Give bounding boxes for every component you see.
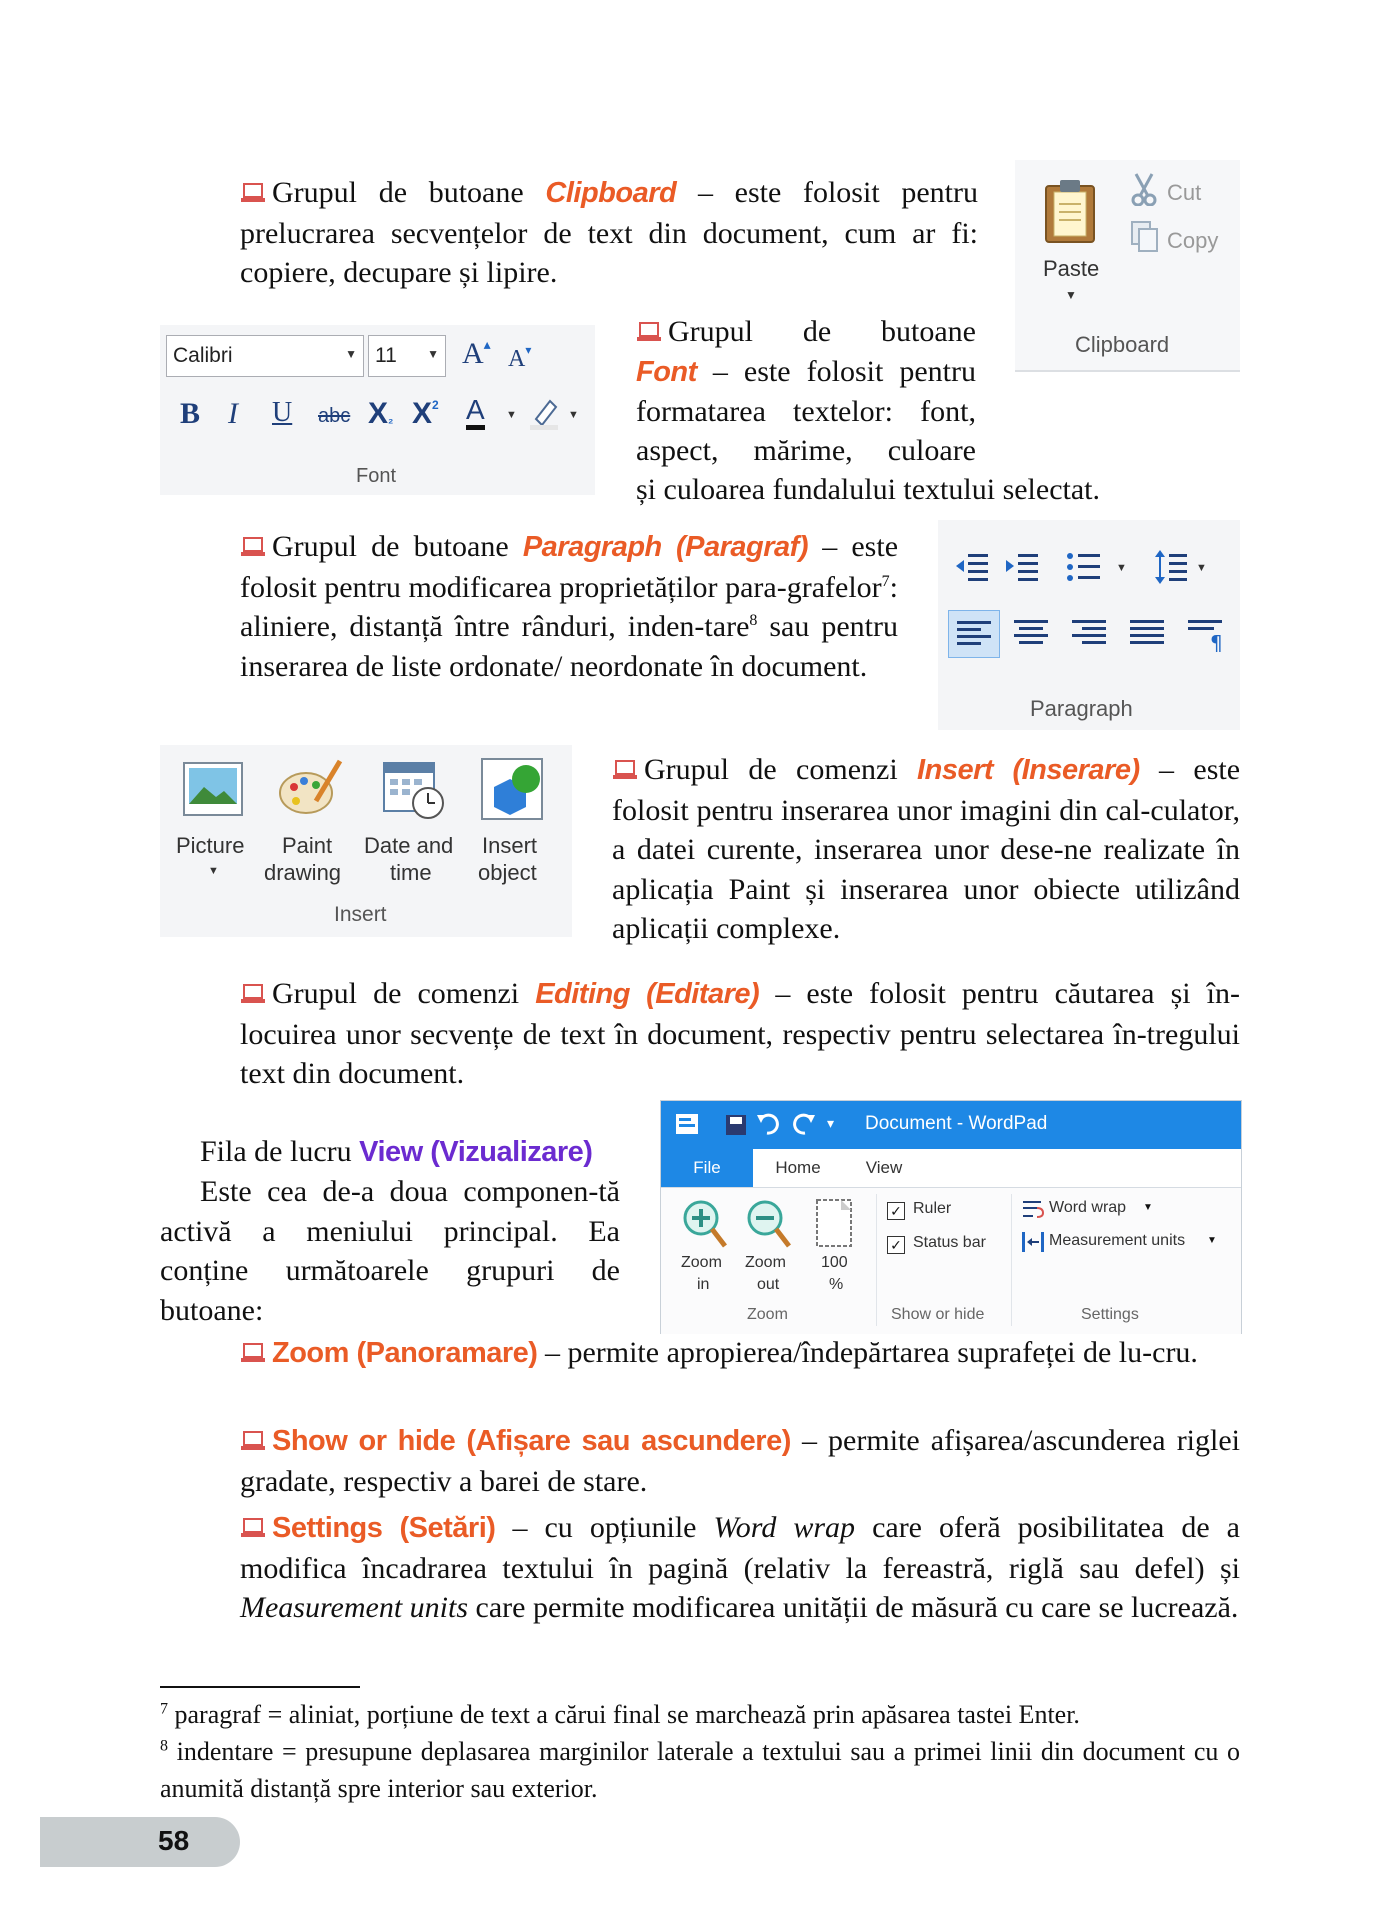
align-left-icon bbox=[949, 611, 999, 657]
chevron-down-icon[interactable]: ▼ bbox=[208, 865, 219, 877]
zoom-highlight: Zoom (Panoramare) bbox=[272, 1337, 538, 1369]
paragraph-group-label: Paragraph bbox=[1030, 696, 1133, 721]
zoom-in-label-2[interactable]: in bbox=[697, 1276, 710, 1293]
align-right-icon[interactable] bbox=[1064, 610, 1114, 656]
zoom-in-icon[interactable] bbox=[681, 1198, 727, 1248]
laptop-bullet-icon bbox=[636, 321, 662, 343]
paste-dropdown-icon[interactable]: ▼ bbox=[1065, 288, 1077, 302]
page-number-tab bbox=[40, 1817, 240, 1867]
font-size-select[interactable]: 11 ▼ bbox=[368, 335, 446, 377]
zoom-item: Zoom (Panoramare) – permite apropierea/îndepărtarea suprafeței de lu-cru. bbox=[240, 1333, 1240, 1374]
wordpad-app-icon[interactable] bbox=[675, 1113, 699, 1135]
paragraph-group-image bbox=[938, 520, 1240, 730]
date-label-1[interactable]: Date and bbox=[364, 833, 454, 858]
scissors-icon bbox=[1130, 172, 1158, 206]
font-color-icon[interactable]: A bbox=[466, 395, 485, 430]
clipboard-paragraph: Grupul de butoane Clipboard – este folosit pentru prelucrarea secvențelor de text din document, cum ar fi: copiere, decupare și lipire. bbox=[240, 176, 978, 289]
paint-drawing-icon[interactable] bbox=[276, 757, 344, 819]
insert-group-image bbox=[160, 745, 572, 937]
align-center-icon[interactable] bbox=[1006, 610, 1056, 656]
strikethrough-button[interactable]: abc bbox=[318, 405, 351, 427]
paragraph-highlight: Paragraph (Paragraf) bbox=[522, 531, 808, 563]
paste-label[interactable]: Paste bbox=[1043, 256, 1100, 281]
wordpad-window-image bbox=[660, 1100, 1242, 1334]
grow-font-icon[interactable]: A▴ bbox=[462, 337, 491, 370]
tab-home[interactable]: Home bbox=[753, 1149, 844, 1187]
insert-highlight: Insert (Inserare) bbox=[917, 754, 1140, 786]
font-paragraph-line2: Font – este folosit pentru bbox=[636, 355, 977, 388]
font-group-image bbox=[160, 325, 595, 495]
decrease-indent-icon[interactable] bbox=[954, 550, 990, 584]
editing-paragraph: Grupul de comenzi Editing (Editare) – este folosit pentru căutarea și în-locuirea unor secvențe de text în document, respectiv pentru selectarea în-tregului text din document. bbox=[240, 977, 1241, 1090]
insert-group-label: Insert bbox=[334, 903, 387, 926]
font-highlight: Font bbox=[636, 356, 697, 388]
object-label-1[interactable]: Insert bbox=[482, 833, 538, 858]
laptop-bullet-icon bbox=[240, 1342, 266, 1364]
word-wrap-label[interactable]: Word wrap bbox=[1049, 1199, 1127, 1216]
italic-button[interactable]: I bbox=[228, 397, 238, 430]
tab-file[interactable]: File bbox=[661, 1149, 753, 1187]
settings-highlight: Settings (Setări) bbox=[272, 1512, 496, 1544]
superscript-icon[interactable]: $X^2$ bbox=[412, 397, 439, 430]
date-label-2[interactable]: time bbox=[390, 860, 432, 885]
font-paragraph-line1: Grupul de butoane bbox=[636, 312, 976, 352]
status-bar-checkbox[interactable]: ✓ bbox=[887, 1236, 905, 1254]
undo-icon[interactable] bbox=[757, 1113, 781, 1135]
page-number: 58 bbox=[158, 1825, 190, 1856]
word-wrap-icon[interactable] bbox=[1021, 1198, 1045, 1220]
laptop-bullet-icon bbox=[240, 536, 266, 558]
cut-button[interactable]: Cut bbox=[1167, 180, 1202, 205]
view-heading: Fila de lucru View (Vizualizare) bbox=[200, 1135, 593, 1168]
show-hide-item: Show or hide (Afișare sau ascundere) – permite afișarea/ascunderea riglei gradate, respectiv a barei de stare. bbox=[240, 1424, 1241, 1498]
laptop-bullet-icon bbox=[240, 1517, 266, 1539]
ribbon-body bbox=[661, 1187, 1241, 1334]
chevron-down-icon[interactable]: ▼ bbox=[1116, 562, 1127, 574]
view-body: Este cea de-a doua componen-tă activă a meniului principal. Ea conține următoarele grupuri de butoane: bbox=[160, 1175, 620, 1327]
status-bar-label[interactable]: Status bar bbox=[913, 1234, 986, 1251]
font-paragraph-line5: și culoarea fundalului textului selectat. bbox=[636, 473, 1101, 506]
clipboard-group-image bbox=[1015, 160, 1240, 372]
bullet-list-icon[interactable] bbox=[1066, 550, 1102, 584]
redo-icon[interactable] bbox=[791, 1113, 815, 1135]
align-left-button[interactable] bbox=[948, 610, 1000, 658]
show-hide-highlight: Show or hide (Afișare sau ascundere) bbox=[272, 1425, 791, 1457]
group-divider bbox=[1011, 1194, 1012, 1326]
object-label-2[interactable]: object bbox=[478, 860, 537, 885]
show-or-hide-group-label: Show or hide bbox=[891, 1306, 985, 1323]
chevron-down-icon[interactable]: ▼ bbox=[1207, 1235, 1217, 1246]
chevron-down-icon[interactable]: ▼ bbox=[568, 409, 579, 421]
title-bar bbox=[661, 1101, 1241, 1149]
measurement-units-icon[interactable] bbox=[1021, 1230, 1045, 1254]
svg-text:¶: ¶ bbox=[1210, 631, 1223, 655]
zoom-in-label-1[interactable]: Zoom bbox=[681, 1254, 722, 1271]
zoom-group-label: Zoom bbox=[747, 1306, 788, 1323]
footnote-rule bbox=[160, 1686, 360, 1688]
chevron-down-icon[interactable]: ▼ bbox=[345, 347, 357, 361]
increase-indent-icon[interactable] bbox=[1004, 550, 1040, 584]
chevron-down-icon[interactable]: ▼ bbox=[427, 347, 439, 361]
picture-icon[interactable] bbox=[182, 761, 244, 817]
insert-paragraph: Grupul de comenzi Insert (Inserare) – este folosit pentru inserarea unor imagini din cal-culator, a datei curente, inserarea unor dese-ne realizate în aplicația Paint și inserarea unor obiecte utilizând aplicații complexe. bbox=[612, 753, 1241, 945]
customize-quick-access-icon[interactable]: ▾ bbox=[827, 1115, 835, 1131]
laptop-bullet-icon bbox=[612, 759, 638, 781]
zoom-100-label-1[interactable]: 100 bbox=[821, 1254, 848, 1271]
zoom-out-label-1[interactable]: Zoom bbox=[745, 1254, 786, 1271]
shrink-font-icon[interactable]: A▾ bbox=[508, 343, 532, 372]
bold-button[interactable]: B bbox=[180, 397, 201, 430]
paragraph-paragraph: Grupul de butoane Paragraph (Paragraf) – este folosit pentru modificarea proprietăților para-grafelor$^7$: aliniere, distanță între rânduri, inden-tare$^8$ sau pentru inserarea de liste ordonate/ neordonate în document. bbox=[240, 530, 899, 683]
laptop-bullet-icon bbox=[240, 983, 266, 1005]
subscript-icon[interactable]: X₂ bbox=[368, 397, 394, 430]
font-paragraph-line4: aspect, mărime, culoare bbox=[636, 434, 976, 467]
underline-button[interactable]: U bbox=[272, 397, 293, 428]
line-spacing-icon[interactable] bbox=[1154, 548, 1188, 586]
save-icon[interactable] bbox=[725, 1114, 747, 1136]
paragraph-settings-icon[interactable] bbox=[1180, 610, 1230, 656]
zoom-out-label-2[interactable]: out bbox=[757, 1276, 780, 1293]
picture-label[interactable]: Picture bbox=[176, 833, 245, 858]
window-title: Document - WordPad bbox=[865, 1113, 1048, 1134]
date-and-time-icon[interactable] bbox=[382, 757, 448, 821]
chevron-down-icon[interactable]: ▼ bbox=[1143, 1202, 1153, 1213]
settings-item: Settings (Setări) – cu opțiunile Word wrap care oferă posibilitatea de a modifica încadrarea textului în pagină (relativ la fereastră, riglă sau defel) și Measurement units care permite modificarea unității de măsură cu care se lucrează. bbox=[240, 1511, 1240, 1624]
ruler-checkbox[interactable]: ✓ bbox=[887, 1202, 905, 1220]
chevron-down-icon[interactable]: ▼ bbox=[506, 409, 517, 421]
measurement-units-label[interactable]: Measurement units bbox=[1049, 1232, 1186, 1249]
insert-object-icon[interactable] bbox=[480, 757, 546, 821]
highlighter-icon[interactable] bbox=[528, 395, 562, 431]
copy-icon bbox=[1130, 220, 1160, 254]
clipboard-highlight: Clipboard bbox=[545, 177, 677, 209]
footnote-8: $^8$ indentare = presupune deplasarea marginilor laterale a textului sau a primei linii din document cu o anumită distanță spre interior sau exterior. bbox=[160, 1737, 1241, 1803]
font-paragraph-line3: formatarea textelor: font, bbox=[636, 395, 976, 428]
footnote-7: $^7$ paragraf = aliniat, porțiune de text a cărui final se marchează prin apăsarea tastei Enter. bbox=[160, 1700, 1080, 1729]
paste-icon[interactable] bbox=[1042, 178, 1098, 244]
chevron-down-icon[interactable]: ▼ bbox=[1196, 562, 1207, 574]
tab-view[interactable]: View bbox=[843, 1149, 925, 1188]
laptop-bullet-icon bbox=[240, 1430, 266, 1452]
laptop-bullet-icon bbox=[240, 182, 266, 204]
justify-icon[interactable] bbox=[1122, 610, 1172, 656]
ruler-label[interactable]: Ruler bbox=[913, 1200, 952, 1217]
editing-highlight: Editing (Editare) bbox=[535, 978, 760, 1010]
zoom-100-label-2[interactable]: % bbox=[829, 1276, 844, 1293]
zoom-out-icon[interactable] bbox=[745, 1198, 791, 1248]
view-highlight: View (Vizualizare) bbox=[359, 1136, 593, 1168]
paint-label-2[interactable]: drawing bbox=[264, 860, 342, 885]
font-name-select[interactable]: Calibri ▼ bbox=[166, 335, 364, 377]
clipboard-group-label: Clipboard bbox=[1075, 332, 1170, 357]
paint-label-1[interactable]: Paint bbox=[282, 833, 333, 858]
zoom-100-icon[interactable] bbox=[813, 1196, 857, 1250]
settings-group-label: Settings bbox=[1081, 1306, 1139, 1323]
group-divider bbox=[876, 1194, 877, 1326]
font-group-label: Font bbox=[356, 465, 397, 487]
copy-button[interactable]: Copy bbox=[1167, 228, 1219, 253]
